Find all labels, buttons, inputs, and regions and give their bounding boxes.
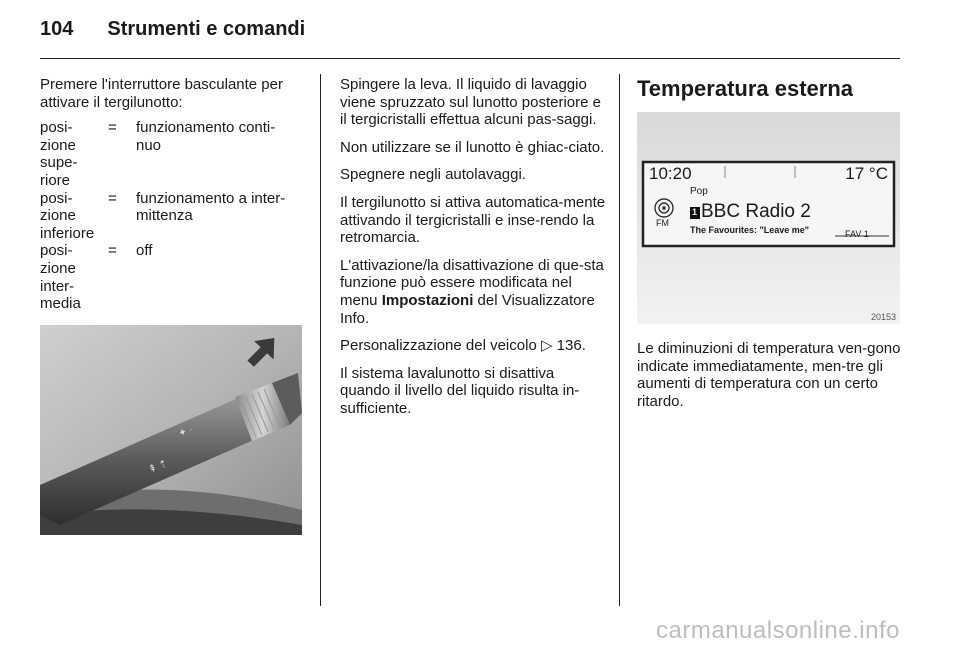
- section-title: Strumenti e comandi: [107, 18, 306, 40]
- definition-item: [40, 190, 308, 243]
- section-heading: Temperatura esterna: [637, 76, 854, 101]
- header-divider: [40, 58, 900, 59]
- display-station: BBC Radio 2: [701, 201, 811, 222]
- paragraph: Le diminuzioni di temperatura ven-gono indicate immediatamente, men-tre gli aumenti di temperatura con un certo ritardo.: [637, 340, 901, 410]
- definition-desc: off: [136, 242, 153, 260]
- definition-term: posi- zione inferiore: [40, 189, 95, 242]
- intro-text: Premere l'interruttore basculante per attivare il tergilunotto:: [40, 76, 283, 111]
- paragraph: Non utilizzare se il lunotto è ghiac-ciato.: [340, 138, 605, 156]
- definition-desc: funzionamento a inter- mittenza: [136, 189, 286, 225]
- display-track: The Favourites: "Leave me": [690, 225, 810, 235]
- display-temperature: 17 °C: [845, 164, 888, 183]
- display-band: FM: [656, 218, 669, 228]
- column-3: [637, 76, 905, 102]
- info-display-illustration: [637, 112, 900, 324]
- column-divider-right: [619, 74, 620, 606]
- svg-text:⇞ ⇡: ⇞ ⇡: [147, 458, 170, 476]
- figure-code: 20153: [870, 312, 896, 322]
- svg-text:✦ ·: ✦ ·: [177, 424, 195, 440]
- page-header: [40, 18, 305, 41]
- paragraph: Il tergilunotto si attiva automatica-mente attivando il tergicristalli e inse-rendo la retromarcia.: [340, 193, 606, 247]
- definition-equals: =: [108, 119, 117, 137]
- display-time: 10:20: [649, 164, 692, 183]
- paragraph: Spegnere negli autolavaggi.: [340, 166, 526, 184]
- display-category: Pop: [690, 186, 708, 197]
- definition-term: posi- zione supe- riore: [40, 119, 78, 189]
- page-number: 104: [40, 18, 74, 40]
- definition-equals: =: [108, 242, 117, 260]
- definition-desc: funzionamento conti- nuo: [136, 119, 276, 154]
- paragraph: Personalizzazione del veicolo ▷ 136.: [340, 337, 586, 355]
- triangle-reference-icon: ▷: [540, 337, 553, 355]
- paragraph: Il sistema lavalunotto si disattiva quando il livello del liquido risulta in-sufficiente.: [340, 364, 580, 417]
- column-divider-left: [320, 74, 321, 606]
- paragraph: L'attivazione/la disattivazione di que-sta funzione può essere modificata nel menu Impostazioni del Visualizzatore Info.: [340, 256, 604, 327]
- menu-name: Impostazioni: [381, 291, 474, 309]
- definition-item: [40, 242, 308, 312]
- watermark: carmanualsonline.info: [656, 617, 900, 644]
- display-fav: FAV 1: [845, 229, 869, 239]
- wiper-lever-illustration: [40, 325, 302, 535]
- definition-item: [40, 119, 308, 189]
- column-3-body: [637, 340, 905, 420]
- definition-list: [40, 119, 308, 313]
- column-1: [40, 76, 308, 313]
- definition-term: posi- zione inter- media: [40, 242, 81, 313]
- definition-equals: =: [108, 189, 117, 207]
- display-preset: 1: [692, 207, 698, 217]
- paragraph: Spingere la leva. Il liquido di lavaggio viene spruzzato sul lunotto posteriore e il tergicristalli effettua alcuni pas-saggi.: [340, 76, 601, 129]
- column-2: [340, 76, 608, 428]
